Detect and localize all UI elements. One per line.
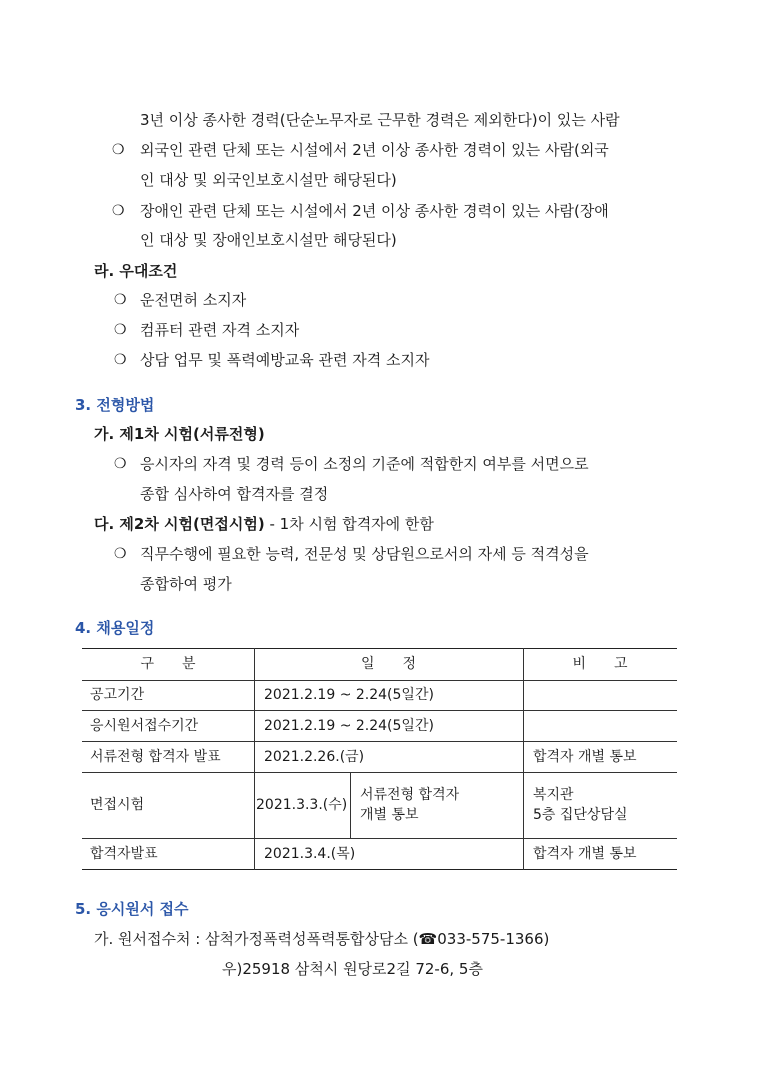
eligibility-disabled-line1: 장애인 관련 단체 또는 시설에서 2년 이상 종사한 경력이 있는 사람(장애 <box>140 202 609 220</box>
first-exam-line2: 종합 심사하여 합격자를 결정 <box>140 485 329 503</box>
table-cell-schedule-extra: 서류전형 합격자 <box>360 787 460 803</box>
bullet-icon: ❍ <box>114 546 127 562</box>
table-cell-schedule: 2021.2.26.(금) <box>264 749 365 765</box>
eligibility-continuation: 3년 이상 종사한 경력(단순노무자로 근무한 경력은 제외한다)이 있는 사람 <box>140 111 620 129</box>
table-cell-note: 합격자 개별 통보 <box>533 749 637 765</box>
header-schedule: 일 정 <box>360 656 417 672</box>
section4-title: 4. 채용일정 <box>75 619 155 637</box>
bullet-icon: ❍ <box>114 292 127 308</box>
preference-item: 운전면허 소지자 <box>140 291 247 309</box>
bullet-icon: ❍ <box>114 322 127 338</box>
table-cell-note: 합격자 개별 통보 <box>533 846 637 862</box>
table-cell-category: 서류전형 합격자 발표 <box>90 749 221 765</box>
application-office: 가. 원서접수처 : 삼척가정폭력성폭력통합상담소 (☎033-575-1366) <box>94 930 550 948</box>
first-exam-heading: 가. 제1차 시험(서류전형) <box>94 425 265 443</box>
table-cell-schedule: 2021.3.4.(목) <box>264 846 356 862</box>
bullet-icon: ❍ <box>112 203 125 219</box>
schedule-table <box>82 648 677 870</box>
table-cell-note: 5층 집단상담실 <box>533 807 628 823</box>
table-cell-category: 면접시험 <box>90 797 145 813</box>
table-cell-schedule-extra: 개별 통보 <box>360 807 419 823</box>
section5-title: 5. 응시원서 접수 <box>75 900 189 918</box>
second-exam-line2: 종합하여 평가 <box>140 575 232 593</box>
first-exam-line1: 응시자의 자격 및 경력 등이 소정의 기준에 적합한지 여부를 서면으로 <box>140 455 589 473</box>
second-exam-line1: 직무수행에 필요한 능력, 전문성 및 상담원으로서의 자세 등 적격성을 <box>140 545 589 563</box>
preference-item: 컴퓨터 관련 자격 소지자 <box>140 321 300 339</box>
eligibility-foreigner-line1: 외국인 관련 단체 또는 시설에서 2년 이상 종사한 경력이 있는 사람(외국 <box>140 141 609 159</box>
header-note: 비 고 <box>572 656 628 672</box>
section3-title: 3. 전형방법 <box>75 396 155 414</box>
table-cell-schedule: 2021.3.3.(수) <box>256 797 348 813</box>
preference-item: 상담 업무 및 폭력예방교육 관련 자격 소지자 <box>140 351 430 369</box>
eligibility-disabled-line2: 인 대상 및 장애인보호시설만 해당된다) <box>140 231 397 249</box>
eligibility-foreigner-line2: 인 대상 및 외국인보호시설만 해당된다) <box>140 171 397 189</box>
preference-heading: 라. 우대조건 <box>94 262 178 280</box>
table-cell-category: 공고기간 <box>90 687 145 703</box>
application-address: 우)25918 삼척시 원당로2길 72-6, 5층 <box>222 960 483 978</box>
table-cell-note: 복지관 <box>533 787 574 803</box>
second-exam-suffix: - 1차 시험 합격자에 한함 <box>264 515 434 533</box>
table-cell-schedule: 2021.2.19 ~ 2.24(5일간) <box>264 718 434 734</box>
bullet-icon: ❍ <box>114 352 127 368</box>
second-exam-heading: 다. 제2차 시험(면접시험) - 1차 시험 합격자에 한함 <box>94 515 434 533</box>
table-cell-category: 합격자발표 <box>90 846 158 862</box>
header-category: 구 분 <box>140 656 196 672</box>
table-cell-category: 응시원서접수기간 <box>90 718 199 734</box>
table-cell-schedule: 2021.2.19 ~ 2.24(5일간) <box>264 687 434 703</box>
bullet-icon: ❍ <box>112 142 125 158</box>
bullet-icon: ❍ <box>114 456 127 472</box>
